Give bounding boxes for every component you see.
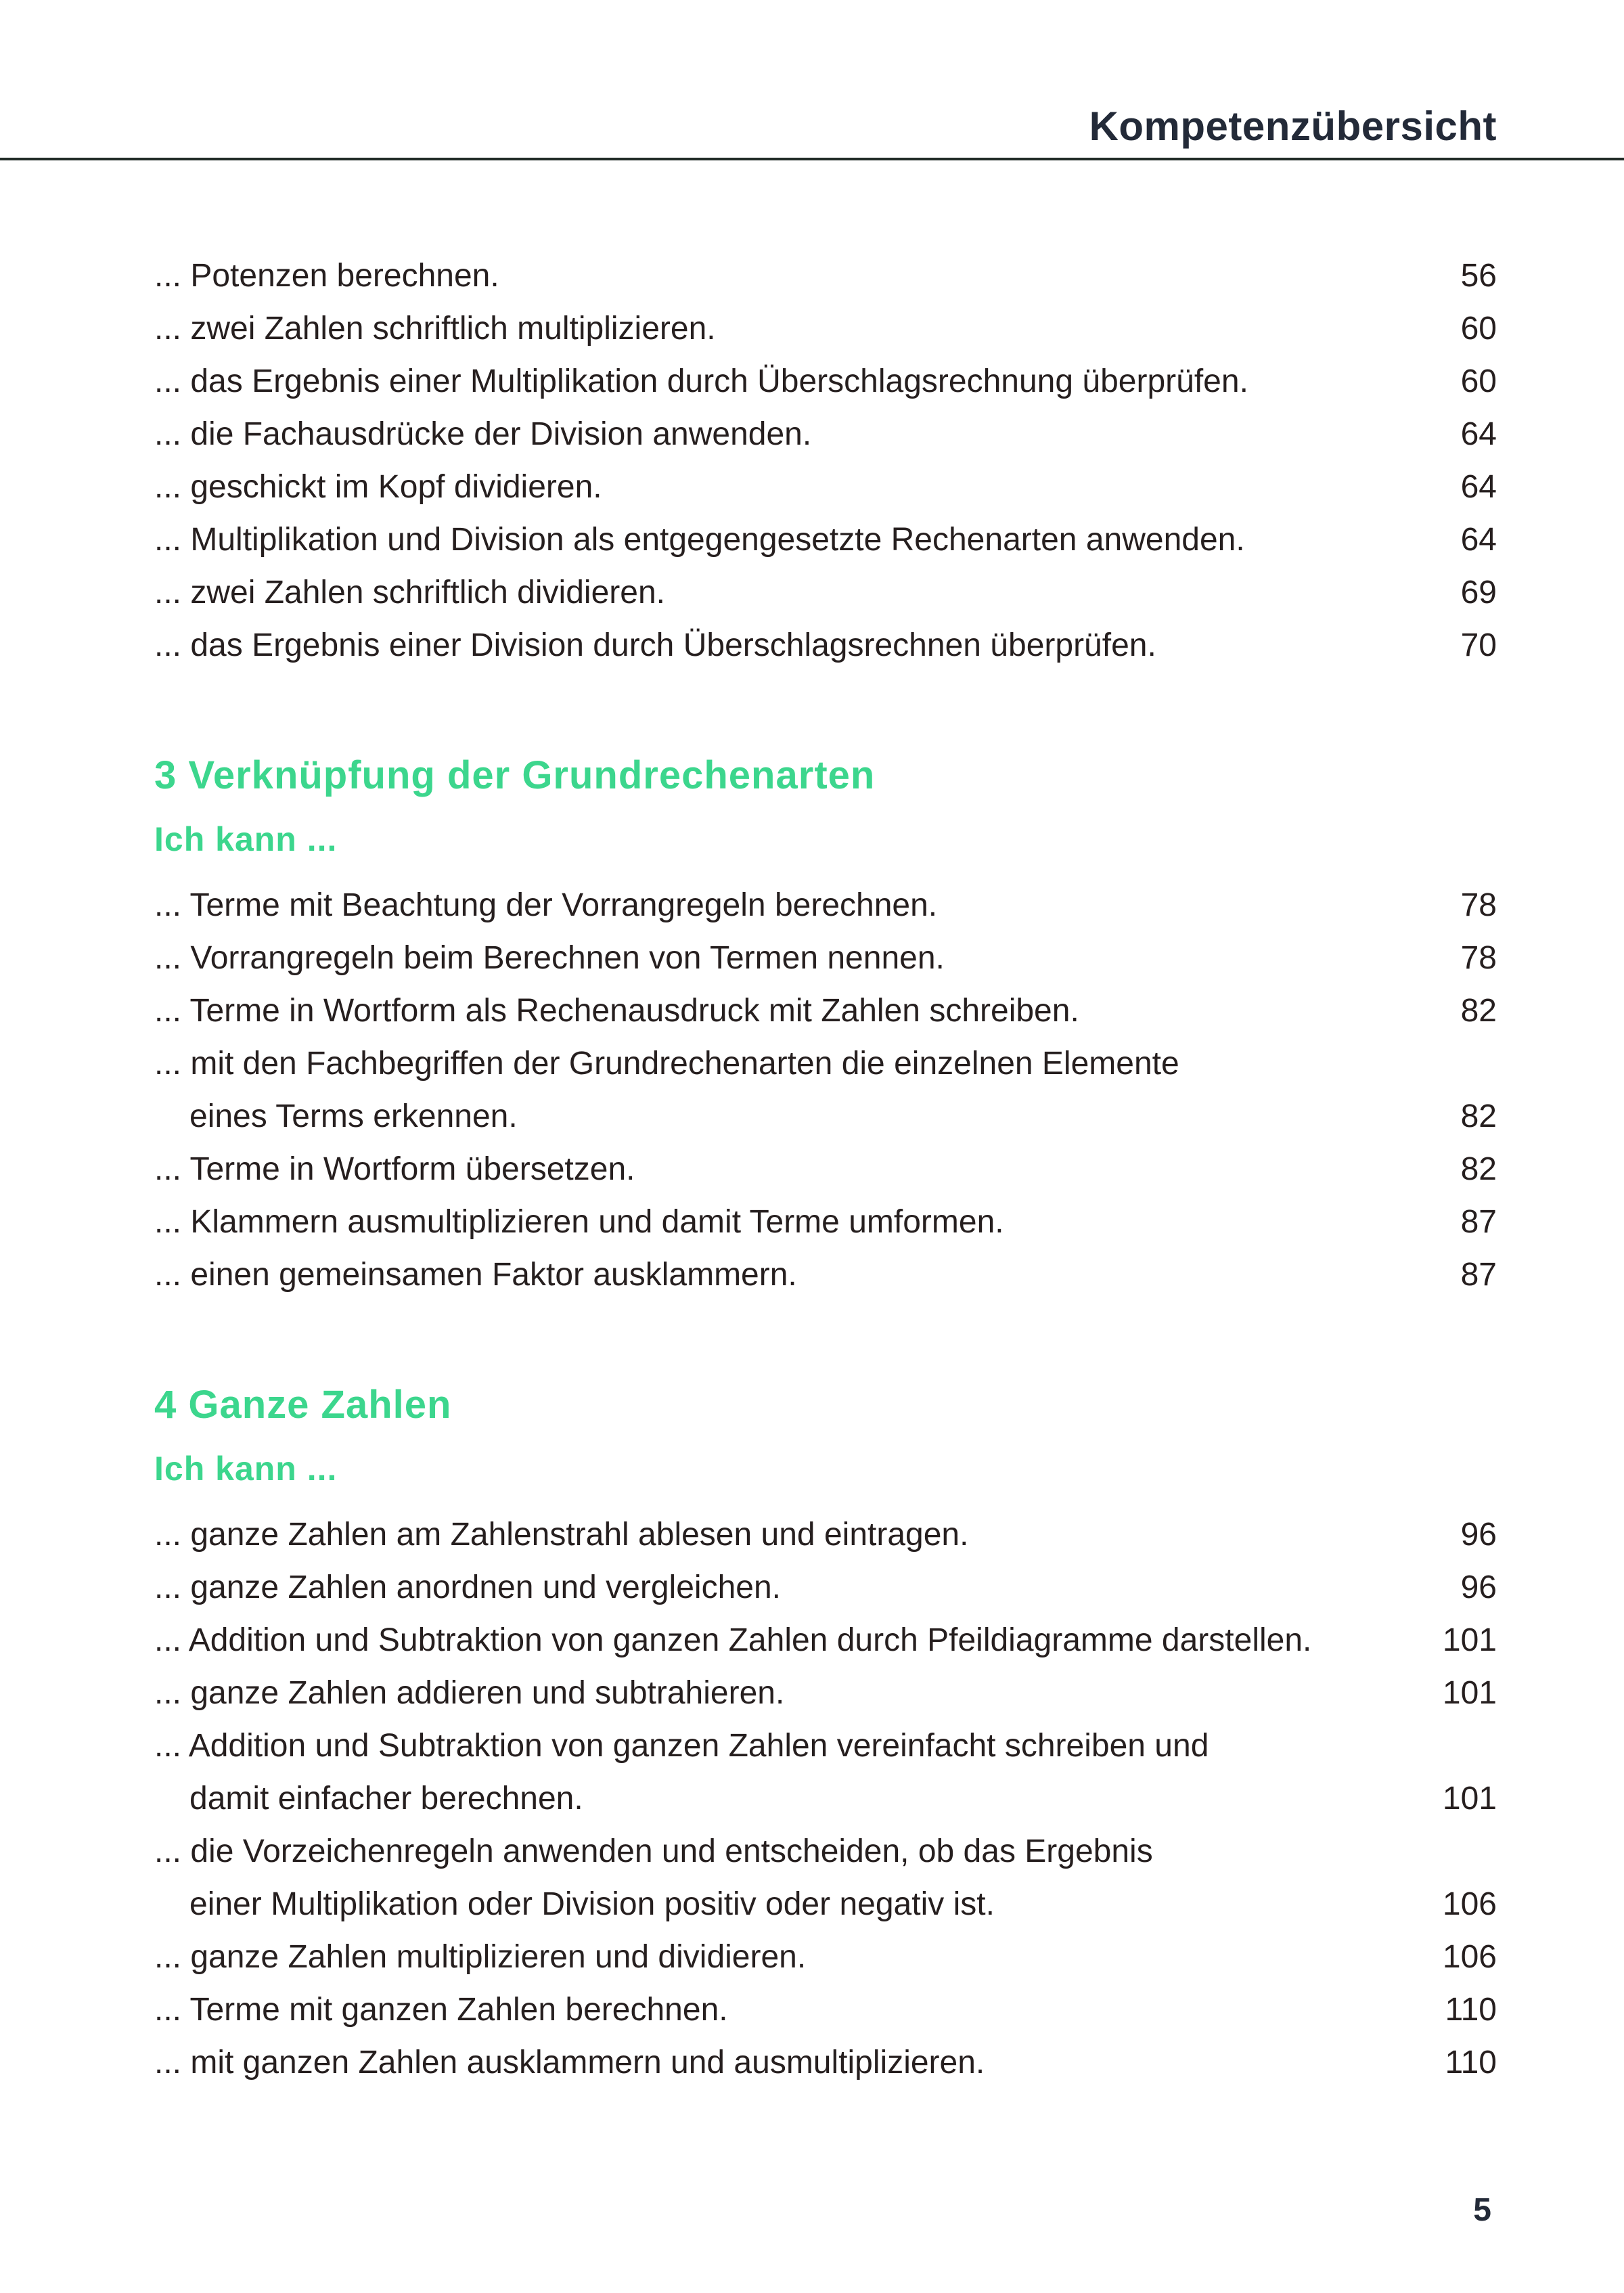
toc-entry-text: ... Addition und Subtraktion von ganzen Zahlen vereinfacht schreiben und: [154, 1728, 1209, 1764]
toc-row: [154, 1878, 1497, 1931]
toc: [154, 160, 1497, 2089]
toc-entry-page: 101: [1442, 1781, 1497, 1817]
toc-entry-page: 82: [1460, 1151, 1497, 1187]
toc-entry-page: 82: [1460, 993, 1497, 1029]
toc-entry-page: 96: [1460, 1517, 1497, 1553]
toc-entry-text: ... das Ergebnis einer Division durch Überschlagsrechnen überprüfen.: [154, 627, 1156, 663]
toc-entry-text: ... mit ganzen Zahlen ausklammern und ausmultiplizieren.: [154, 2045, 985, 2080]
toc-row: [154, 303, 1497, 355]
toc-entry-text: ... das Ergebnis einer Multiplikation durch Überschlagsrechnung überprüfen.: [154, 363, 1248, 399]
toc-row: [154, 1090, 1497, 1143]
toc-entry-text: ... ganze Zahlen am Zahlenstrahl ablesen und eintragen.: [154, 1517, 969, 1553]
toc-entry-page: 110: [1445, 2045, 1497, 2080]
toc-row: [154, 1143, 1497, 1196]
toc-row: [154, 1984, 1497, 2036]
toc-entry-text: ... Terme mit Beachtung der Vorrangregeln berechnen.: [154, 887, 938, 923]
toc-row: [154, 408, 1497, 461]
toc-entry-page: 70: [1460, 627, 1497, 663]
toc-entry-page: 106: [1442, 1939, 1497, 1975]
toc-section: [154, 250, 1497, 672]
toc-entry-text: eines Terms erkennen.: [189, 1098, 518, 1134]
section-rows: [154, 1509, 1497, 2089]
toc-entry-page: 78: [1460, 940, 1497, 976]
toc-entry-text: ... Vorrangregeln beim Berechnen von Termen nennen.: [154, 940, 945, 976]
toc-row: [154, 985, 1497, 1038]
toc-row: [154, 1614, 1497, 1667]
toc-entry-text: ... Addition und Subtraktion von ganzen Zahlen durch Pfeildiagramme darstellen.: [154, 1622, 1312, 1658]
toc-section: [154, 752, 1497, 1301]
toc-entry-page: 60: [1460, 311, 1497, 347]
toc-entry-text: ... ganze Zahlen anordnen und vergleichen.: [154, 1570, 781, 1605]
toc-entry-page: 56: [1460, 258, 1497, 294]
section-subtitle: Ich kann ...: [154, 820, 338, 858]
toc-entry-page: 87: [1460, 1204, 1497, 1240]
toc-row: [154, 932, 1497, 985]
toc-row: [154, 1038, 1497, 1090]
toc-row: [154, 1249, 1497, 1301]
toc-entry-page: 101: [1442, 1675, 1497, 1711]
toc-entry-text: ... ganze Zahlen multiplizieren und dividieren.: [154, 1939, 807, 1975]
toc-entry-page: 64: [1460, 469, 1497, 505]
toc-entry-text: ... zwei Zahlen schriftlich dividieren.: [154, 575, 665, 610]
toc-row: [154, 1667, 1497, 1720]
toc-entry-page: 101: [1442, 1622, 1497, 1658]
toc-entry-text: ... die Vorzeichenregeln anwenden und entscheiden, ob das Ergebnis: [154, 1833, 1153, 1869]
section-rows: [154, 879, 1497, 1301]
toc-section: [154, 1381, 1497, 2089]
toc-entry-page: 78: [1460, 887, 1497, 923]
toc-entry-text: ... Terme mit ganzen Zahlen berechnen.: [154, 1992, 728, 2028]
toc-row: [154, 2036, 1497, 2089]
toc-row: [154, 1196, 1497, 1249]
toc-entry-page: 87: [1460, 1257, 1497, 1293]
toc-entry-page: 60: [1460, 363, 1497, 399]
toc-row: [154, 461, 1497, 514]
toc-row: [154, 879, 1497, 932]
toc-entry-text: ... mit den Fachbegriffen der Grundrechenarten die einzelnen Elemente: [154, 1046, 1179, 1082]
toc-entry-text: ... zwei Zahlen schriftlich multiplizieren.: [154, 311, 716, 347]
toc-row: [154, 514, 1497, 566]
toc-entry-text: ... einen gemeinsamen Faktor ausklammern.: [154, 1257, 797, 1293]
toc-row: [154, 619, 1497, 672]
toc-entry-text: ... Klammern ausmultiplizieren und damit Terme umformen.: [154, 1204, 1004, 1240]
toc-entry-page: 64: [1460, 416, 1497, 452]
toc-entry-page: 69: [1460, 575, 1497, 610]
toc-row: [154, 1773, 1497, 1825]
section-rows: [154, 250, 1497, 672]
toc-row: [154, 1561, 1497, 1614]
toc-entry-text: ... die Fachausdrücke der Division anwenden.: [154, 416, 812, 452]
toc-row: [154, 1931, 1497, 1984]
toc-entry-text: ... ganze Zahlen addieren und subtrahieren.: [154, 1675, 785, 1711]
toc-entry-page: 64: [1460, 522, 1497, 558]
section-title: 3 Verknüpfung der Grundrechenarten: [154, 753, 876, 797]
toc-entry-text: einer Multiplikation oder Division positiv oder negativ ist.: [189, 1886, 995, 1922]
toc-entry-page: 96: [1460, 1570, 1497, 1605]
toc-entry-text: ... geschickt im Kopf dividieren.: [154, 469, 602, 505]
toc-row: [154, 1825, 1497, 1878]
page-number: 5: [1473, 2192, 1491, 2228]
toc-entry-page: 82: [1460, 1098, 1497, 1134]
section-title: 4 Ganze Zahlen: [154, 1383, 452, 1427]
toc-row: [154, 1720, 1497, 1773]
section-subtitle: Ich kann ...: [154, 1450, 338, 1488]
toc-entry-text: ... Terme in Wortform als Rechenausdruck mit Zahlen schreiben.: [154, 993, 1079, 1029]
toc-entry-page: 110: [1445, 1992, 1497, 2028]
toc-row: [154, 250, 1497, 303]
toc-entry-page: 106: [1442, 1886, 1497, 1922]
toc-entry-text: ... Potenzen berechnen.: [154, 258, 499, 294]
toc-entry-text: ... Terme in Wortform übersetzen.: [154, 1151, 635, 1187]
toc-entry-text: ... Multiplikation und Division als entgegengesetzte Rechenarten anwenden.: [154, 522, 1245, 558]
page-header-title: Kompetenzübersicht: [1089, 104, 1497, 149]
toc-row: [154, 566, 1497, 619]
toc-entry-text: damit einfacher berechnen.: [189, 1781, 583, 1817]
toc-row: [154, 1509, 1497, 1561]
toc-row: [154, 355, 1497, 408]
